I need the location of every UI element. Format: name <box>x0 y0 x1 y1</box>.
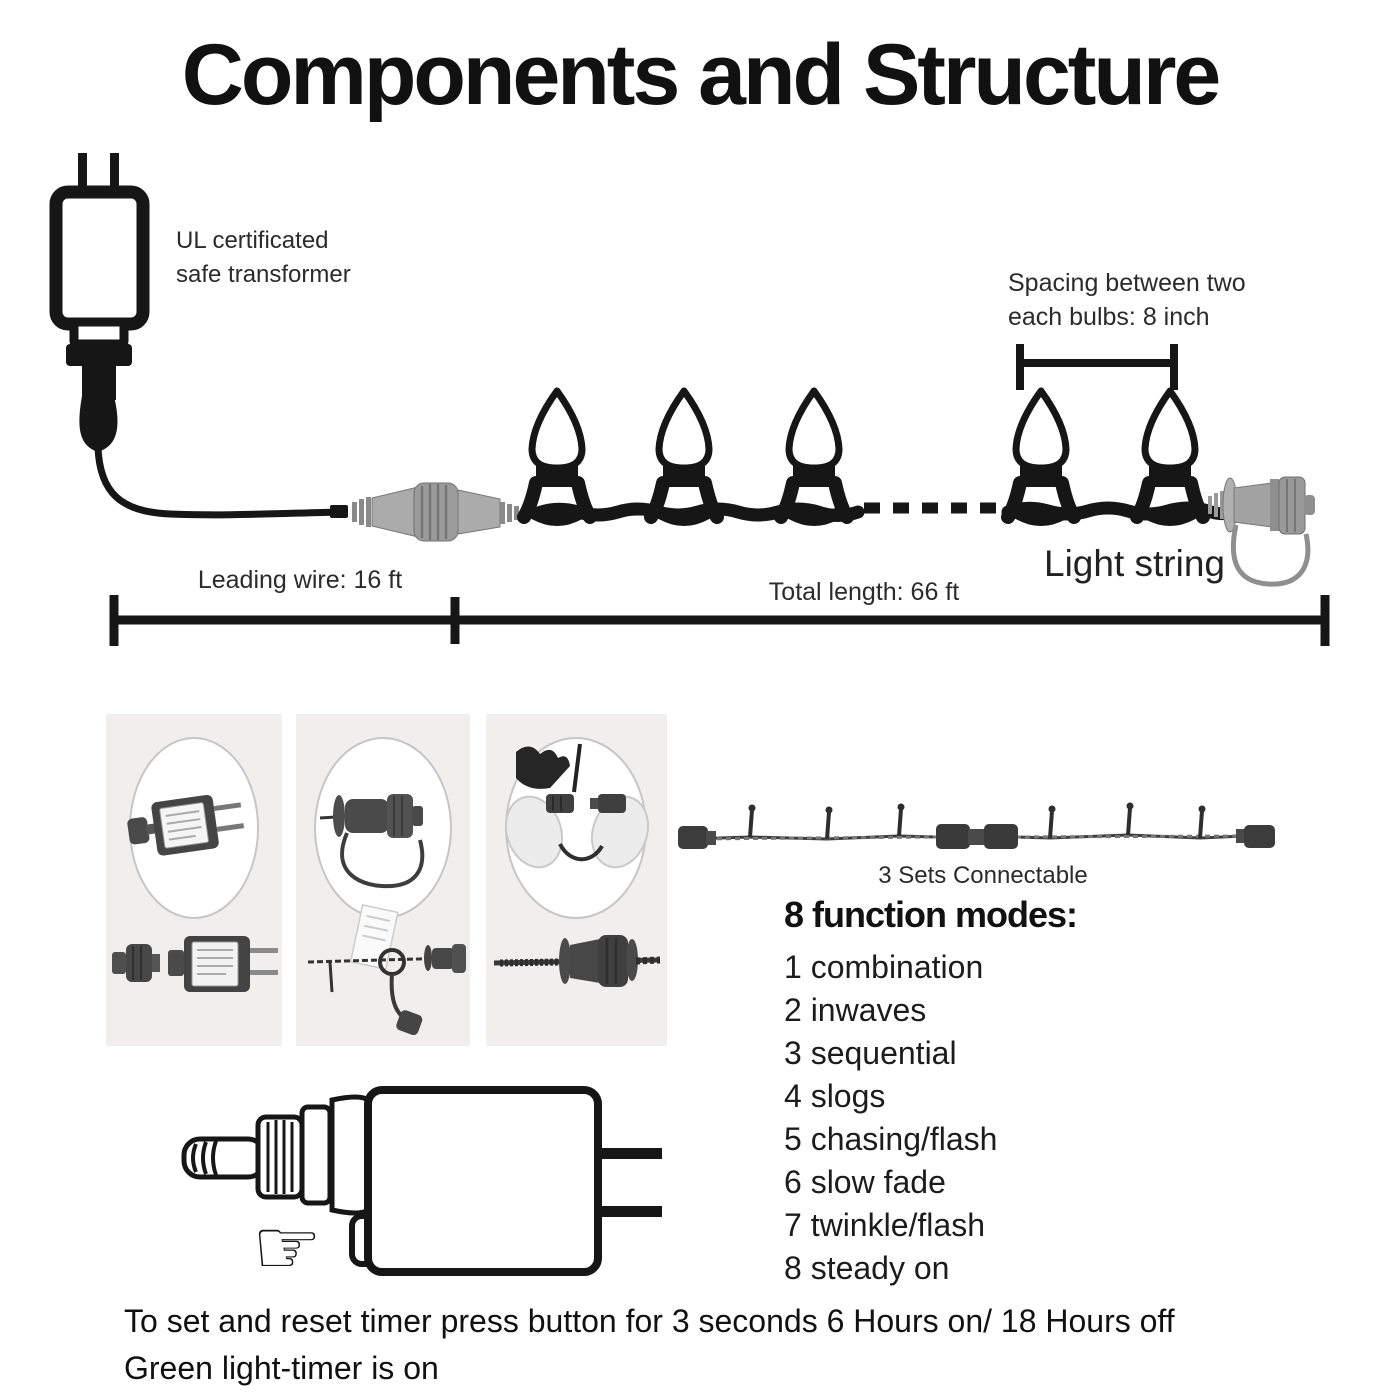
timer-controller-drawing <box>184 1090 662 1291</box>
leading-wire <box>98 448 340 515</box>
bulb-1 <box>524 391 590 520</box>
bulb-5 <box>1137 391 1203 520</box>
function-modes-list <box>784 894 1077 1290</box>
mode-item-4: 4 slogs <box>784 1078 886 1114</box>
bulb-4 <box>1008 391 1074 520</box>
light-string-drawing <box>524 391 1226 520</box>
mode-item-5: 5 chasing/flash <box>784 1121 998 1157</box>
spacing-bracket <box>1020 344 1174 390</box>
transformer-label-line2: safe transformer <box>176 261 351 288</box>
page-title: Components and Structure <box>181 27 1219 123</box>
photo-adapter-closeup <box>112 738 278 992</box>
inline-connector <box>352 483 542 541</box>
transformer-drawing <box>56 153 348 518</box>
light-string-label: Light string <box>1044 543 1225 584</box>
spacing-label-line2: each bulbs: 8 inch <box>1008 303 1210 331</box>
timer-instructions <box>124 1298 1175 1392</box>
photo-joined-connector <box>494 935 660 987</box>
total-length-label: Total length: 66 ft <box>768 578 960 606</box>
pointing-hand-icon: ☞ <box>252 1203 322 1291</box>
timer-instructions-line1: To set and reset timer press button for 3 seconds 6 Hours on/ 18 Hours off <box>124 1303 1175 1339</box>
function-modes-heading: 8 function modes: <box>784 894 1078 935</box>
mode-item-7: 7 twinkle/flash <box>784 1207 985 1243</box>
sets-connectable-label: 3 Sets Connectable <box>878 862 1088 889</box>
spacing-label <box>1008 266 1246 334</box>
sets-string-photo <box>678 803 1275 850</box>
mode-item-2: 2 inwaves <box>784 992 927 1028</box>
photo-connector-with-cap <box>308 905 466 1037</box>
bulb-2 <box>651 391 717 520</box>
leading-wire-label: Leading wire: 16 ft <box>197 566 403 594</box>
photo-adapter-with-connector <box>112 936 278 992</box>
transformer-label <box>176 224 351 292</box>
mode-item-1: 1 combination <box>784 949 984 985</box>
mode-item-8: 8 steady on <box>784 1250 950 1286</box>
transformer-label-line1: UL certificated <box>176 227 329 254</box>
spacing-label-line1: Spacing between two <box>1008 269 1246 297</box>
photo-hands-joining-closeup <box>494 738 660 987</box>
mode-item-6: 6 slow fade <box>784 1164 946 1200</box>
mode-item-3: 3 sequential <box>784 1035 957 1071</box>
timer-instructions-line2: Green light-timer is on <box>124 1350 439 1386</box>
bulb-3 <box>781 391 847 520</box>
photo-cap-connector-closeup <box>308 738 466 1036</box>
